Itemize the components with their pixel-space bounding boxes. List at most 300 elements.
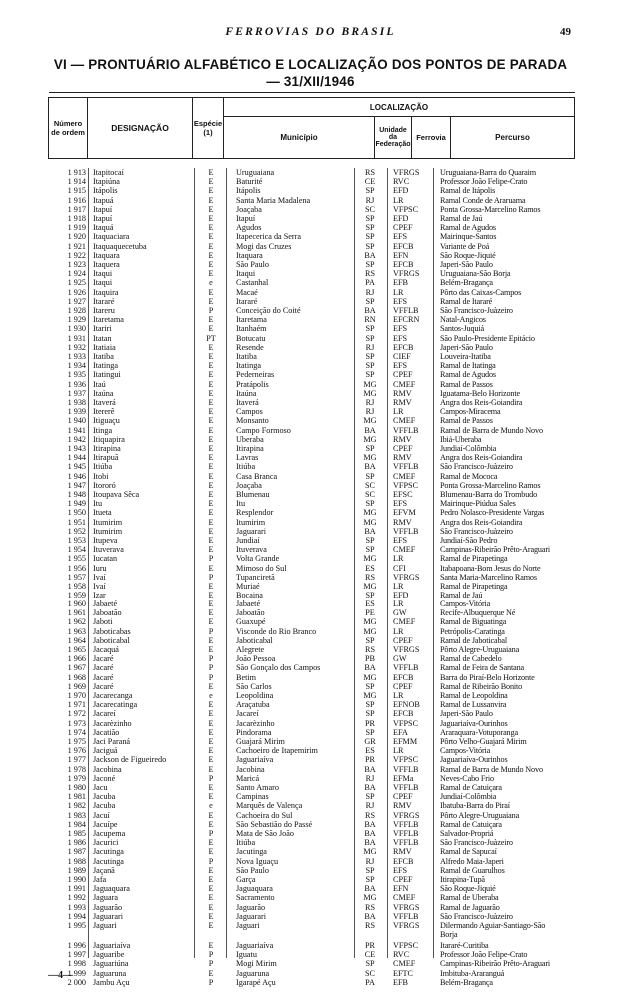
cell-designacao: Itirapuã (93, 453, 119, 463)
cell-ferrovia: EFB (393, 977, 409, 987)
cell-designacao: Jacurici (93, 838, 119, 848)
cell-ferrovia: EFS (393, 232, 408, 242)
cell-percurso: Variante de Poá (440, 241, 490, 251)
table-row (0, 554, 621, 563)
cell-unidade: PR (364, 941, 375, 950)
cell-unidade: SC (364, 480, 375, 490)
cell-designacao: Itaúna (93, 388, 114, 398)
cell-municipio: São Gonçalo dos Campos (236, 663, 321, 673)
cell-municipio: Mogi Mirim (236, 959, 277, 969)
cell-designacao: Jackson de Figueiredo (93, 755, 167, 765)
cell-numero: 1 919 (67, 223, 86, 233)
cell-numero: 1 929 (67, 315, 86, 325)
cell-especie: E (208, 819, 214, 829)
cell-especie: E (208, 250, 214, 260)
cell-especie: E (208, 370, 214, 380)
cell-especie: E (208, 499, 214, 509)
cell-unidade: CE (364, 177, 376, 187)
cell-designacao: Jaguariaíva (93, 941, 131, 950)
cell-especie: E (208, 884, 214, 894)
table-row (0, 490, 621, 499)
column-header-especie: Espécie (1) (193, 98, 224, 159)
cell-especie: P (208, 306, 214, 315)
cell-percurso: Ramal de Agudos (440, 223, 496, 233)
cell-especie: P (208, 829, 214, 838)
cell-municipio: Itumirim (236, 517, 266, 527)
cell-numero: 1 954 (67, 545, 86, 555)
table-row (0, 407, 621, 416)
cell-especie: E (208, 416, 214, 426)
cell-designacao: Itirapina (93, 444, 121, 453)
cell-numero: 1 938 (67, 398, 86, 407)
cell-percurso: Pôrto das Caixas-Campos (440, 287, 522, 297)
cell-unidade: BA (364, 306, 376, 315)
cell-unidade: MG (363, 379, 377, 389)
cell-percurso: Ramal de Passos (440, 379, 493, 389)
cell-unidade: BA (364, 250, 376, 260)
cell-ferrovia: CFI (393, 563, 406, 573)
cell-especie: E (208, 490, 214, 499)
table-row (0, 269, 621, 278)
cell-unidade: SP (365, 635, 375, 645)
cell-designacao: Ivaí (93, 572, 106, 582)
cell-designacao: Itatinga (93, 361, 119, 371)
table-row (0, 783, 621, 792)
cell-numero: 1 945 (67, 462, 86, 472)
cell-unidade: MG (363, 508, 377, 518)
table-row (0, 232, 621, 241)
cell-ferrovia: EFCRN (393, 315, 420, 325)
cell-percurso: Ramal de Jaú (440, 214, 483, 223)
cell-designacao: Jaboticabas (93, 626, 131, 636)
table-row (0, 719, 621, 728)
cell-numero: 1 998 (67, 959, 86, 969)
cell-numero: 1 935 (67, 370, 86, 380)
cell-numero: 1 957 (67, 572, 86, 582)
table-row (0, 196, 621, 205)
cell-especie: E (208, 517, 214, 527)
table-row (0, 838, 621, 847)
cell-especie: P (208, 977, 214, 987)
cell-municipio: Botucatu (236, 333, 266, 343)
table-row (0, 774, 621, 783)
table-row (0, 435, 621, 444)
cell-ferrovia: EFS (393, 499, 408, 509)
cell-numero: 1 950 (67, 508, 86, 518)
cell-municipio: Nova Iguaçu (236, 856, 279, 866)
cell-ferrovia: EFS (393, 536, 408, 545)
cell-unidade: MG (363, 691, 377, 700)
page-marker: —4— (48, 970, 73, 981)
cell-numero: 1 988 (67, 856, 86, 866)
cell-percurso: Belém-Bragança (440, 278, 493, 288)
running-header (0, 26, 621, 40)
table-row (0, 260, 621, 269)
cell-percurso: Japeri-São Paulo (440, 709, 493, 719)
table-row (0, 746, 621, 755)
cell-unidade: RS (364, 902, 375, 912)
cell-numero: 1 985 (67, 829, 86, 838)
table-row (0, 573, 621, 582)
cell-especie: E (208, 582, 214, 591)
cell-especie: E (208, 214, 214, 223)
cell-especie: E (208, 462, 214, 472)
cell-municipio: Santo Amaro (236, 783, 279, 792)
cell-numero: 1 973 (67, 718, 86, 728)
cell-municipio: Itaverá (236, 398, 259, 407)
cell-numero: 1 930 (67, 324, 86, 334)
cell-especie: PT (206, 333, 216, 343)
cell-municipio: Jaboticabal (236, 635, 273, 645)
cell-numero: 1 999 (67, 968, 86, 978)
cell-ferrovia: VFPSC (393, 480, 419, 490)
cell-percurso: Jundiaí-Colômbia (440, 444, 497, 453)
cell-percurso: Ramal de Uberaba (440, 893, 499, 903)
cell-designacao: Jacutinga (93, 856, 124, 866)
cell-percurso: Pôrto Alegre-Uruguaiana (440, 810, 520, 820)
cell-ferrovia: CPEF (393, 223, 413, 233)
cell-ferrovia: EFMM (393, 737, 418, 746)
cell-designacao: Jaci Paraná (93, 737, 131, 746)
cell-percurso: Ramal de Jaboticabal (440, 635, 508, 645)
cell-percurso: Ramal de Barra de Mundo Novo (440, 425, 543, 435)
cell-especie: P (208, 773, 214, 783)
cell-municipio: Itapuí (236, 214, 256, 223)
cell-numero: 1 962 (67, 617, 86, 627)
cell-numero: 1 995 (67, 921, 86, 930)
cell-especie: E (208, 315, 214, 325)
cell-designacao: Jaguariúna (93, 959, 129, 969)
cell-percurso: Belém-Bragança (440, 977, 493, 987)
cell-percurso: Louveira-Itatiba (440, 352, 491, 361)
table-row (0, 518, 621, 527)
cell-numero: 1 925 (67, 278, 86, 288)
cell-ferrovia: EFA (393, 727, 408, 737)
cell-unidade: BA (364, 663, 376, 673)
cell-numero: 1 951 (67, 517, 86, 527)
cell-unidade: RS (364, 645, 375, 654)
cell-ferrovia: VFPSC (393, 204, 419, 214)
cell-designacao: Jacaré (93, 672, 114, 682)
cell-percurso: Campos-Miracema (440, 407, 501, 417)
table-row (0, 700, 621, 709)
column-header-localizacao: LOCALIZAÇÃO (224, 98, 575, 117)
cell-municipio: Jacarèzinho (236, 718, 275, 728)
cell-designacao: Itaquá (93, 223, 114, 233)
cell-designacao: Itiquapira (93, 434, 125, 444)
table-row (0, 324, 621, 333)
cell-especie: E (208, 223, 214, 233)
cell-designacao: Jacupema (93, 829, 126, 838)
cell-unidade: RJ (365, 398, 375, 407)
cell-especie: E (208, 617, 214, 627)
table-row (0, 416, 621, 425)
cell-numero: 1 971 (67, 700, 86, 710)
cell-unidade: SP (365, 499, 375, 509)
cell-municipio: Conceição do Coité (236, 306, 301, 315)
cell-ferrovia: LR (393, 626, 404, 636)
cell-especie: P (208, 572, 214, 582)
cell-ferrovia: CPEF (393, 875, 413, 884)
table-header (48, 92, 575, 159)
cell-especie: E (208, 645, 214, 654)
cell-percurso: Ramal Conde de Araruama (440, 195, 526, 205)
cell-unidade: BA (364, 425, 376, 435)
cell-municipio: Itaretama (236, 315, 267, 325)
cell-unidade: BA (364, 838, 376, 848)
table-row (0, 527, 621, 536)
cell-especie: E (208, 902, 214, 912)
cell-designacao: Jabaeté (93, 599, 118, 608)
cell-percurso: Ramal de Itararé (440, 296, 493, 306)
table-row (0, 959, 621, 968)
cell-municipio: Sacramento (236, 893, 275, 903)
cell-municipio: Resplendor (236, 508, 274, 518)
cell-ferrovia: CPEF (393, 635, 413, 645)
cell-municipio: Cachoeiro de Itapemirim (236, 746, 318, 756)
cell-especie: E (208, 480, 214, 490)
table-row (0, 978, 621, 987)
cell-especie: E (208, 737, 214, 746)
table-row (0, 582, 621, 591)
cell-designacao: Itiúba (93, 462, 113, 472)
cell-unidade: PB (364, 654, 375, 664)
cell-especie: E (208, 204, 214, 214)
cell-numero: 1 915 (67, 186, 86, 196)
cell-municipio: Jaguariaíva (236, 755, 274, 765)
table-row (0, 884, 621, 893)
table-row (0, 389, 621, 398)
cell-numero: 1 969 (67, 681, 86, 691)
cell-percurso: Santa Maria-Marcelino Ramos (440, 572, 537, 582)
section-title-line-1: VI — PRONTUÁRIO ALFABÉTICO E LOCALIZAÇÃO DOS PONTOS DE PARADA (53, 57, 568, 72)
cell-designacao: Itoupava Sêca (93, 490, 140, 499)
table-row (0, 728, 621, 737)
cell-ferrovia: VFFLB (393, 425, 419, 435)
cell-municipio: Castanhal (236, 278, 269, 288)
cell-municipio: Itápolis (236, 186, 261, 196)
cell-ferrovia: VFRGS (393, 645, 420, 654)
cell-unidade: RJ (365, 856, 375, 866)
cell-percurso: Ramal de Mococa (440, 471, 498, 481)
cell-numero: 1 940 (67, 416, 86, 426)
cell-percurso: Mairinque-Piúdua Sales (440, 499, 516, 509)
table-row (0, 214, 621, 223)
cell-percurso: Ramal de Catuiçara (440, 783, 502, 792)
cell-municipio: Itaquara (236, 250, 263, 260)
cell-municipio: Pratápolis (236, 379, 269, 389)
cell-percurso: Imbituba-Araranguá (440, 968, 505, 978)
cell-ferrovia: LR (393, 599, 404, 608)
cell-percurso: Ramal de Guarulhos (440, 865, 505, 875)
cell-municipio: Visconde do Rio Branco (236, 626, 317, 636)
cell-percurso: Ramal de Feira de Santana (440, 663, 525, 673)
cell-especie: E (208, 398, 214, 407)
cell-numero: 1 970 (67, 691, 86, 700)
cell-ferrovia: VFFLB (393, 306, 419, 315)
cell-unidade: SP (365, 536, 375, 545)
column-header-percurso: Percurso (451, 117, 575, 159)
cell-designacao: Jacobina (93, 764, 122, 774)
cell-especie: E (208, 921, 214, 930)
cell-especie: E (208, 783, 214, 792)
cell-numero: 1 992 (67, 893, 86, 903)
cell-municipio: Itirapina (236, 444, 264, 453)
cell-numero: 1 965 (67, 645, 86, 654)
cell-unidade: MG (363, 626, 377, 636)
cell-designacao: Itaquera (93, 260, 120, 269)
cell-ferrovia: EFCB (393, 241, 414, 251)
cell-municipio: Mimoso do Sul (236, 563, 287, 573)
cell-designacao: Jacuba (93, 801, 116, 811)
cell-designacao: Iucatan (93, 554, 118, 564)
table-row (0, 481, 621, 490)
cell-unidade: SP (365, 296, 375, 306)
cell-unidade: BA (364, 526, 376, 536)
cell-designacao: Itaú (93, 379, 106, 389)
cell-unidade: SP (365, 260, 375, 269)
cell-percurso: Jundiaí-Colômbia (440, 792, 497, 802)
cell-unidade: SP (365, 241, 375, 251)
cell-especie: E (208, 746, 214, 756)
table-row (0, 306, 621, 315)
cell-percurso: Japeri-São Paulo (440, 342, 493, 352)
table-row (0, 608, 621, 617)
cell-ferrovia: VFFLB (393, 663, 419, 673)
cell-percurso: Borja (440, 930, 458, 940)
cell-percurso: Ponta Grossa-Marcelino Ramos (440, 480, 541, 490)
cell-unidade: SP (365, 223, 375, 233)
cell-municipio: Cachoeira do Sul (236, 810, 293, 820)
cell-especie: E (208, 635, 214, 645)
cell-especie: E (208, 342, 214, 352)
cell-unidade: PR (364, 755, 375, 765)
cell-municipio: São Carlos (236, 681, 272, 691)
cell-municipio: Casa Branca (236, 471, 278, 481)
cell-especie: E (208, 232, 214, 242)
cell-designacao: Jacarecanga (93, 691, 133, 700)
cell-numero: 1 990 (67, 875, 86, 884)
cell-unidade: MG (363, 893, 377, 903)
cell-ferrovia: EFD (393, 214, 409, 223)
cell-municipio: Itiúba (236, 838, 256, 848)
cell-ferrovia: EFB (393, 278, 409, 288)
cell-ferrovia: GW (393, 608, 407, 618)
cell-ferrovia: CIEF (393, 352, 411, 361)
cell-designacao: Itaqui (93, 269, 113, 279)
cell-especie: e (209, 801, 213, 811)
cell-percurso: Alfredo Maia-Japeri (440, 856, 504, 866)
cell-percurso: Ramal de Leopoldina (440, 691, 508, 700)
cell-designacao: Itápolis (93, 186, 118, 196)
cell-municipio: Joaçaba (236, 204, 262, 214)
cell-designacao: Jacaré (93, 654, 114, 664)
cell-municipio: Marquês de Valença (236, 801, 303, 811)
cell-ferrovia: CMEF (393, 379, 416, 389)
cell-ferrovia: RVC (393, 950, 410, 960)
cell-percurso: Neves-Cabo Frio (440, 773, 494, 783)
cell-designacao: Jacatião (93, 727, 120, 737)
cell-especie: E (208, 810, 214, 820)
table-row (0, 737, 621, 746)
cell-unidade: RS (364, 810, 375, 820)
cell-percurso: Ramal de Agudos (440, 370, 496, 380)
cell-ferrovia: VFFLB (393, 462, 419, 472)
cell-designacao: Itatan (93, 333, 112, 343)
cell-municipio: Jaguaquara (236, 884, 273, 894)
cell-ferrovia: RMV (393, 453, 412, 463)
cell-numero: 1 920 (67, 232, 86, 242)
cell-especie: E (208, 260, 214, 269)
cell-designacao: Jacu (93, 783, 108, 792)
cell-numero: 1 987 (67, 847, 86, 857)
cell-percurso: São Paulo-Presidente Epitácio (440, 333, 535, 343)
cell-unidade: MG (363, 847, 377, 857)
cell-percurso: Professor João Felipe-Crato (440, 177, 528, 187)
cell-municipio: Resende (236, 342, 264, 352)
cell-designacao: Izar (93, 591, 106, 601)
section-title (0, 56, 621, 90)
cell-unidade: BA (364, 764, 376, 774)
cell-unidade: RS (364, 921, 375, 930)
cell-especie: E (208, 709, 214, 719)
cell-percurso: Campinas-Ribeirão Prêto-Araguari (440, 959, 551, 969)
table-row (0, 177, 621, 186)
cell-unidade: SP (365, 471, 375, 481)
cell-percurso: Campos-Vitória (440, 746, 491, 756)
cell-numero: 1 980 (67, 783, 86, 792)
cell-ferrovia: VFFLB (393, 819, 419, 829)
table-row (0, 847, 621, 856)
cell-especie: E (208, 241, 214, 251)
cell-ferrovia: LR (393, 582, 404, 591)
cell-unidade: MG (363, 582, 377, 591)
cell-designacao: Itatingui (93, 370, 121, 380)
cell-ferrovia: VFFLB (393, 838, 419, 848)
cell-designacao: Itororó (93, 480, 116, 490)
cell-unidade: RJ (365, 801, 375, 811)
cell-designacao: Ituverava (93, 545, 124, 555)
cell-especie: E (208, 727, 214, 737)
cell-municipio: Ituverava (236, 545, 267, 555)
table-row (0, 343, 621, 352)
table-row (0, 453, 621, 462)
cell-numero: 1 948 (67, 490, 86, 499)
cell-numero: 1 916 (67, 195, 86, 205)
table-row (0, 444, 621, 453)
column-header-ferrovia: Ferrovia (412, 117, 451, 159)
cell-municipio: Santa Maria Madalena (236, 195, 311, 205)
cell-numero: 1 918 (67, 214, 86, 223)
cell-unidade: RS (364, 269, 375, 279)
cell-designacao: Jaguarão (93, 902, 123, 912)
cell-municipio: Jacareí (236, 709, 259, 719)
table-row (0, 472, 621, 481)
cell-municipio: Maricá (236, 773, 260, 783)
cell-designacao: Itobi (93, 471, 109, 481)
cell-numero: 1 949 (67, 499, 86, 509)
cell-designacao: Itapuá (93, 195, 114, 205)
cell-designacao: Itaretama (93, 315, 124, 325)
cell-unidade: RJ (365, 287, 375, 297)
cell-ferrovia: CMEF (393, 471, 416, 481)
cell-numero: 1 972 (67, 709, 86, 719)
cell-numero: 1 947 (67, 480, 86, 490)
cell-percurso: Blumenau-Barra do Trombudo (440, 490, 538, 499)
cell-percurso: São Francisco-Juàzeiro (440, 911, 513, 921)
table-row (0, 278, 621, 287)
cell-ferrovia: CMEF (393, 893, 416, 903)
